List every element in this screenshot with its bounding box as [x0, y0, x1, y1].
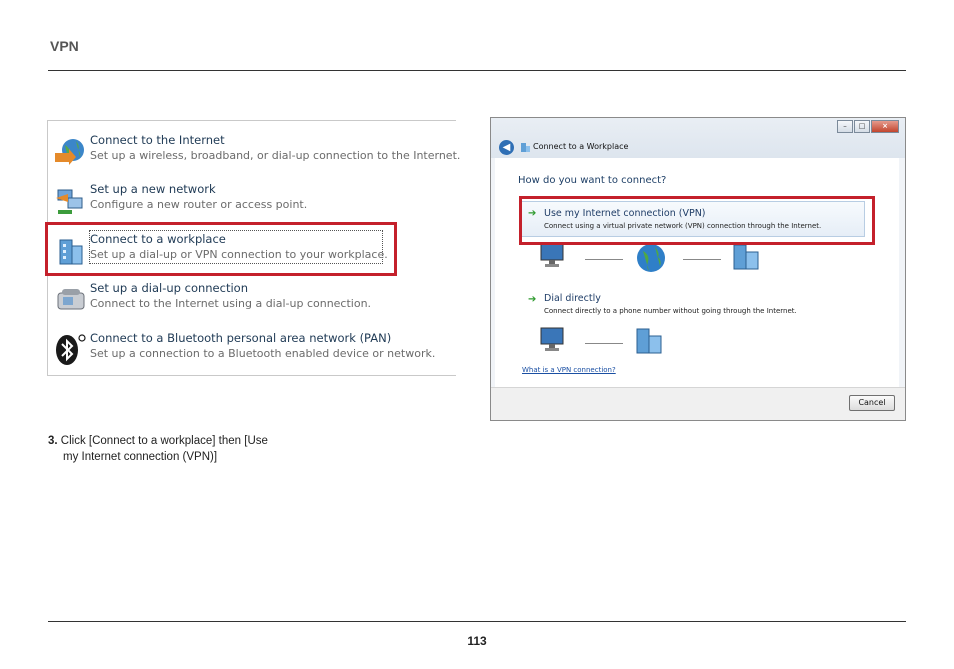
window-controls	[836, 120, 899, 132]
option-bluetooth-pan[interactable]	[52, 331, 452, 371]
option-title: Connect to a workplace	[90, 232, 226, 246]
option-description: Connect to the Internet using a dial-up connection.	[90, 297, 372, 310]
dialog-footer	[491, 387, 905, 421]
connection-line	[585, 343, 623, 344]
option-description: Set up a wireless, broadband, or dial-up connection to the Internet.	[90, 149, 461, 162]
vpn-help-link[interactable]: What is a VPN connection?	[522, 366, 616, 374]
dial-option-description: Connect directly to a phone number without going through the Internet.	[544, 307, 797, 315]
workplace-building-icon	[635, 327, 665, 355]
option-description: Set up a dial-up or VPN connection to your workplace.	[90, 248, 388, 261]
option-dialup[interactable]	[52, 281, 452, 321]
connection-line	[683, 259, 721, 260]
step-number: 3.	[48, 435, 58, 447]
green-arrow-icon: ➔	[528, 294, 537, 305]
page-number: 113	[467, 634, 487, 648]
dial-option-title[interactable]: Dial directly	[544, 293, 601, 304]
footer-divider	[48, 621, 906, 622]
computer-icon	[537, 241, 567, 271]
option-title: Connect to a Bluetooth personal area network (PAN)	[90, 331, 392, 345]
header-divider	[48, 70, 906, 71]
dialog-title: Connect to a Workplace	[533, 142, 629, 151]
green-arrow-icon: ➔	[528, 208, 537, 219]
workplace-small-icon	[520, 142, 530, 152]
option-title: Connect to the Internet	[90, 133, 225, 147]
connection-line	[585, 259, 623, 260]
maximize-icon[interactable]: □	[854, 120, 870, 133]
back-arrow-icon[interactable]: ◀	[499, 140, 514, 155]
connect-workplace-dialog	[490, 117, 906, 421]
option-title: Set up a dial-up connection	[90, 281, 248, 295]
option-connect-internet[interactable]	[52, 133, 461, 173]
highlight-connect-workplace	[45, 222, 397, 276]
instruction-step	[48, 433, 328, 465]
option-description: Configure a new router or access point.	[90, 198, 308, 211]
workplace-building-icon	[732, 243, 762, 271]
new-network-icon	[54, 184, 88, 218]
dialog-question: How do you want to connect?	[518, 175, 667, 186]
minimize-icon[interactable]: –	[837, 120, 853, 133]
option-description: Set up a connection to a Bluetooth enabled device or network.	[90, 347, 436, 360]
vpn-option-title[interactable]: Use my Internet connection (VPN)	[544, 208, 706, 219]
close-icon[interactable]: ×	[871, 120, 899, 133]
step-text-line2: my Internet connection (VPN)]	[63, 451, 218, 463]
section-label: VPN	[50, 38, 79, 54]
vpn-option-description: Connect using a virtual private network (VPN) connection through the Internet.	[544, 222, 822, 230]
globe-network-icon	[54, 135, 88, 169]
computer-icon	[537, 325, 567, 355]
option-title: Set up a new network	[90, 182, 216, 196]
option-new-network[interactable]	[52, 182, 452, 222]
internet-globe-icon	[635, 242, 667, 274]
bluetooth-icon	[54, 333, 88, 367]
highlight-vpn-option	[519, 196, 875, 245]
cancel-button[interactable]: Cancel	[849, 395, 895, 411]
dialup-phone-icon	[54, 283, 88, 317]
step-text-line1: Click [Connect to a workplace] then [Use	[60, 435, 268, 447]
